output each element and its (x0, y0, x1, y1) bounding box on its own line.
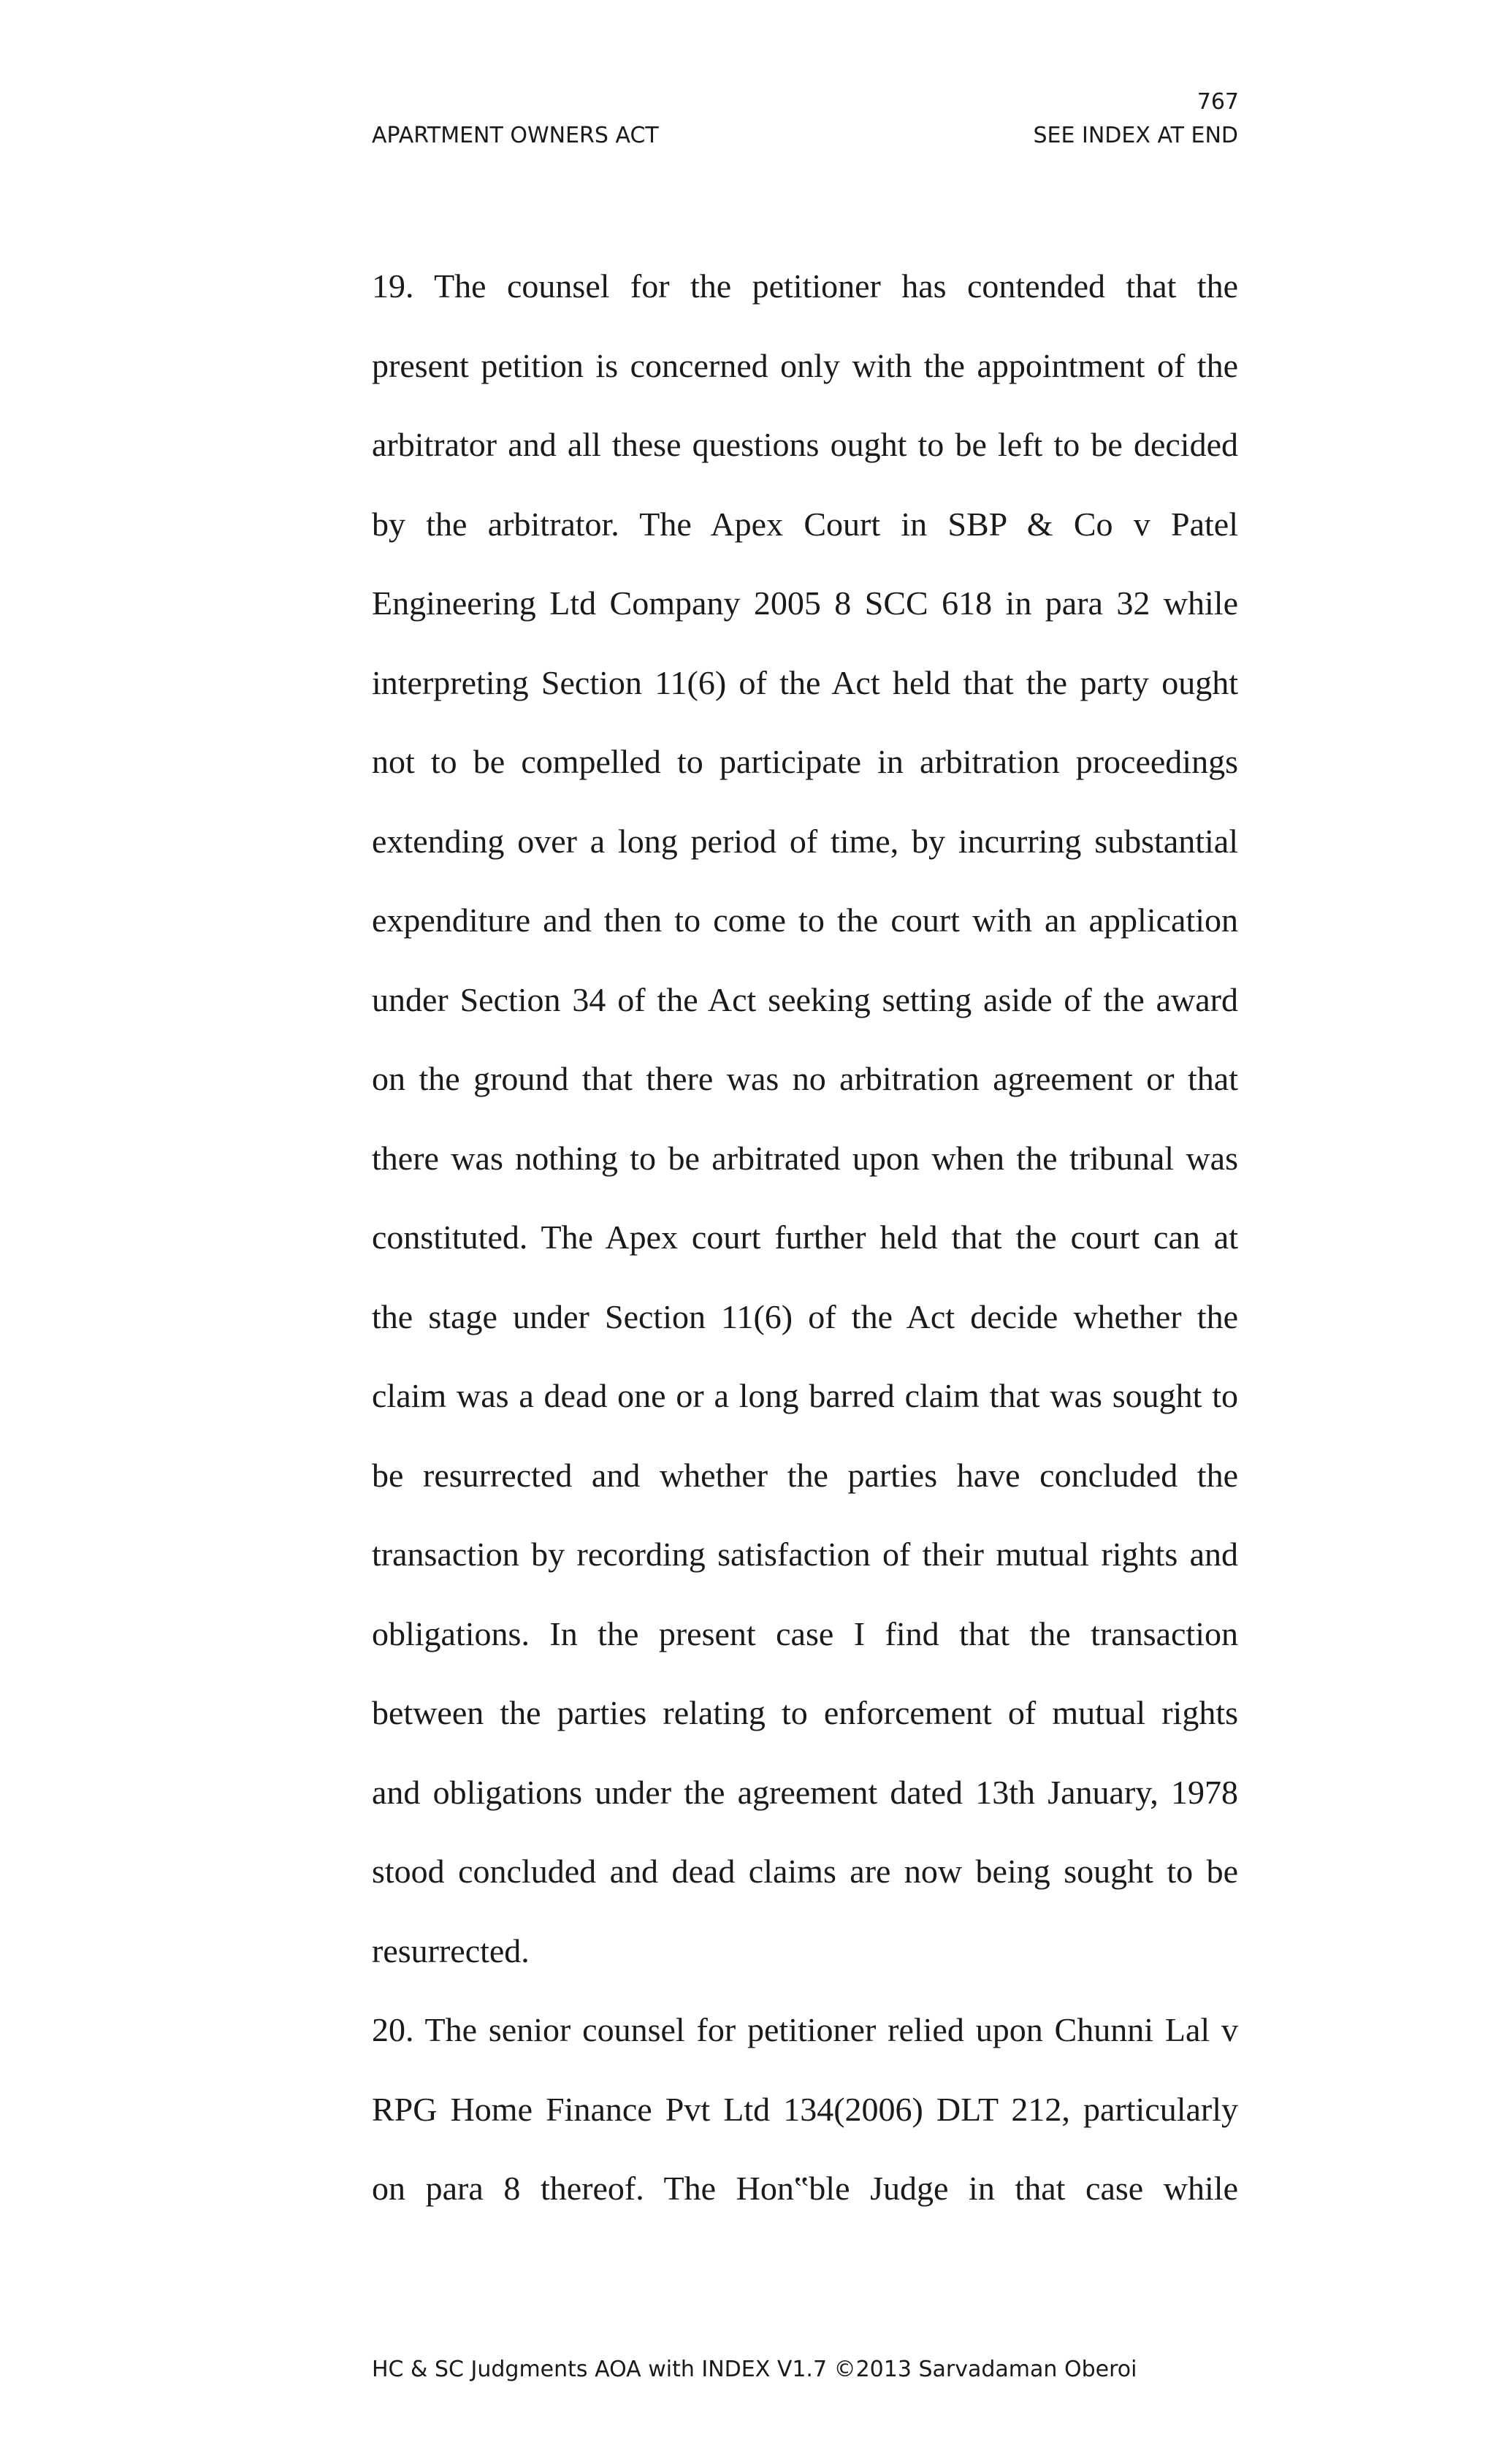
text-line: the stage under Section 11(6) of the Act decide whether the (372, 1297, 1238, 1335)
text-line: on para 8 thereof. The Hon‟ble Judge in that case while (372, 2170, 1238, 2207)
text-line: arbitrator and all these questions ought to be left to be decided (372, 426, 1238, 463)
text-line: under Section 34 of the Act seeking setting aside of the award (372, 980, 1238, 1018)
text-line: 20. The senior counsel for petitioner relied upon Chunni Lal v (372, 2011, 1238, 2048)
running-header (372, 123, 1238, 148)
page-number: 767 (1197, 89, 1239, 115)
text-line: expenditure and then to come to the court with an application (372, 901, 1238, 939)
header-left-title: APARTMENT OWNERS ACT (372, 123, 659, 148)
text-line: RPG Home Finance Pvt Ltd 134(2006) DLT 212, particularly (372, 2090, 1238, 2128)
text-line: by the arbitrator. The Apex Court in SBP & Co v Patel (372, 505, 1238, 543)
text-line: between the parties relating to enforcement of mutual rights (372, 1694, 1238, 1731)
judgment-text (372, 257, 1238, 2239)
header-right-note: SEE INDEX AT END (1033, 123, 1238, 148)
text-line: and obligations under the agreement dated 13th January, 1978 (372, 1773, 1238, 1811)
text-line: stood concluded and dead claims are now being sought to be (372, 1853, 1238, 1890)
text-line: Engineering Ltd Company 2005 8 SCC 618 in para 32 while (372, 584, 1238, 622)
text-line: claim was a dead one or a long barred claim that was sought to (372, 1377, 1238, 1414)
text-line: not to be compelled to participate in arbitration proceedings (372, 743, 1238, 780)
text-line: transaction by recording satisfaction of their mutual rights and (372, 1536, 1238, 1573)
text-line: 19. The counsel for the petitioner has contended that the (372, 267, 1238, 305)
text-line: there was nothing to be arbitrated upon when the tribunal was (372, 1139, 1238, 1177)
text-line: extending over a long period of time, by incurring substantial (372, 822, 1238, 860)
text-line: obligations. In the present case I find that the transaction (372, 1614, 1238, 1652)
page-footer: HC & SC Judgments AOA with INDEX V1.7 ©2013 Sarvadaman Oberoi (372, 2357, 1137, 2382)
text-line: constituted. The Apex court further held that the court can at (372, 1218, 1238, 1256)
text-line: on the ground that there was no arbitration agreement or that (372, 1060, 1238, 1097)
paragraph-end-line: resurrected. (372, 1931, 530, 1969)
text-line: interpreting Section 11(6) of the Act held that the party ought (372, 663, 1238, 701)
text-line: be resurrected and whether the parties have concluded the (372, 1456, 1238, 1494)
text-line: present petition is concerned only with the appointment of the (372, 346, 1238, 384)
